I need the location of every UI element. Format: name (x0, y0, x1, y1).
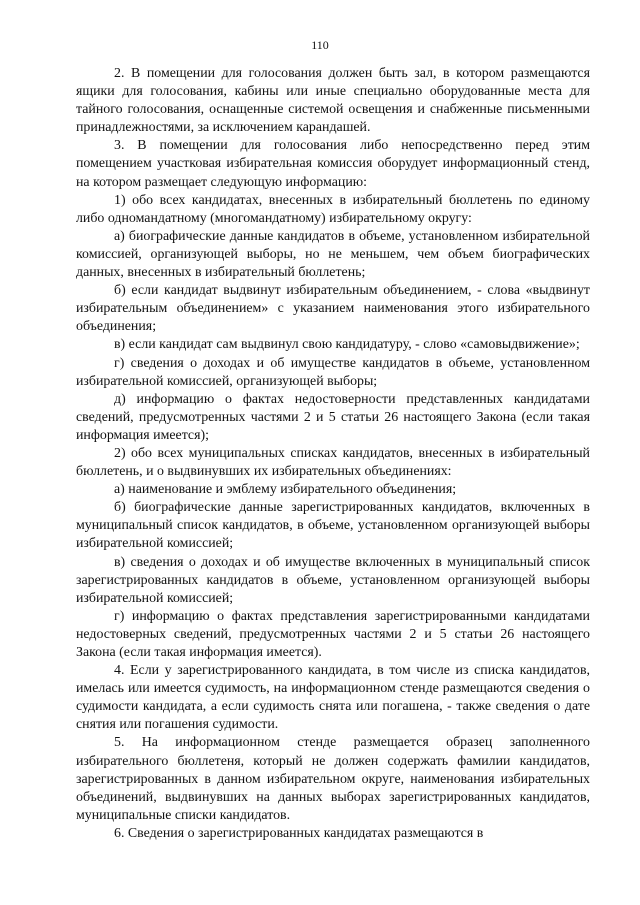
paragraph-3-1-b: б) если кандидат выдвинут избирательным объединением, - слова «выдвинут избирательным объединением» с указанием наименования этого избирательного объединения; (76, 283, 590, 335)
paragraph-3-1: 1) обо всех кандидатах, внесенных в избирательный бюллетень по единому либо одномандатному (многомандатному) избирательному округу: (76, 192, 590, 226)
paragraph-3-1-a: а) биографические данные кандидатов в объеме, установленном избирательной комиссией, организующей выборы, но не меньшем, чем объем биографических данных, внесенных в избирательный бюллетень; (76, 228, 590, 281)
paragraph-3-2-b: б) биографические данные зарегистрированных кандидатов, включенных в муниципальный список кандидатов, в объеме, установленном организующей выборы избирательной комиссией; (76, 500, 590, 552)
paragraph-3-1-d: д) информацию о фактах недостоверности представленных кандидатами сведений, предусмотренных частями 2 и 5 статьи 26 настоящего Закона (если такая информация имеется); (76, 391, 590, 443)
paragraph-2: 2. В помещении для голосования должен быть зал, в котором размещаются ящики для голосования, кабины или иные специально оборудованные места для тайного голосования, оснащенные системой освещения и снабженные письменными принадлежностями, за исключением карандашей. (76, 66, 590, 136)
paragraph-5: 5. На информационном стенде размещается образец заполненного избирательного бюллетеня, который не должен содержать фамилии кандидатов, зарегистрированных в данном избирательном округе, наименования избирательных объединений, выдвинувших на данных выборах зарегистрированных кандидатов, муниципальные списки кандидатов. (76, 735, 590, 823)
paragraph-6: 6. Сведения о зарегистрированных кандидатах размещаются в (114, 825, 484, 841)
paragraph-3-2-v: в) сведения о доходах и об имуществе включенных в муниципальный список зарегистрированных кандидатов в объеме, установленном организующей выборы избирательной комиссией; (76, 554, 590, 606)
paragraph-3-2-g: г) информацию о фактах представления зарегистрированными кандидатами недостоверных сведений, предусмотренных частями 2 и 5 статьи 26 настоящего Закона (если такая информация имеется). (76, 608, 590, 660)
paragraph-3-2-a: а) наименование и эмблему избирательного объединения; (114, 482, 457, 498)
paragraph-3-1-v: в) если кандидат сам выдвинул свою кандидатуру, - слово «самовыдвижение»; (114, 337, 580, 353)
paragraph-4: 4. Если у зарегистрированного кандидата, в том числе из списка кандидатов, имелась или имеется судимость, на информационном стенде размещаются сведения о судимости кандидата, а если судимость снята или погашена, - также сведения о дате снятия или погашения судимости. (76, 663, 590, 733)
paragraph-3: 3. В помещении для голосования либо непосредственно перед этим помещением участковая избирательная комиссия оборудует информационный стенд, на котором размещает следующую информацию: (76, 138, 590, 190)
page-number: 110 (311, 38, 329, 52)
document-body (76, 65, 590, 843)
paragraph-3-1-g: г) сведения о доходах и об имуществе кандидатов в объеме, установленном избирательной комиссией, организующей выборы; (76, 355, 590, 389)
paragraph-3-2: 2) обо всех муниципальных списках кандидатов, внесенных в избирательный бюллетень, и о выдвинувших их избирательных объединениях: (76, 445, 590, 480)
